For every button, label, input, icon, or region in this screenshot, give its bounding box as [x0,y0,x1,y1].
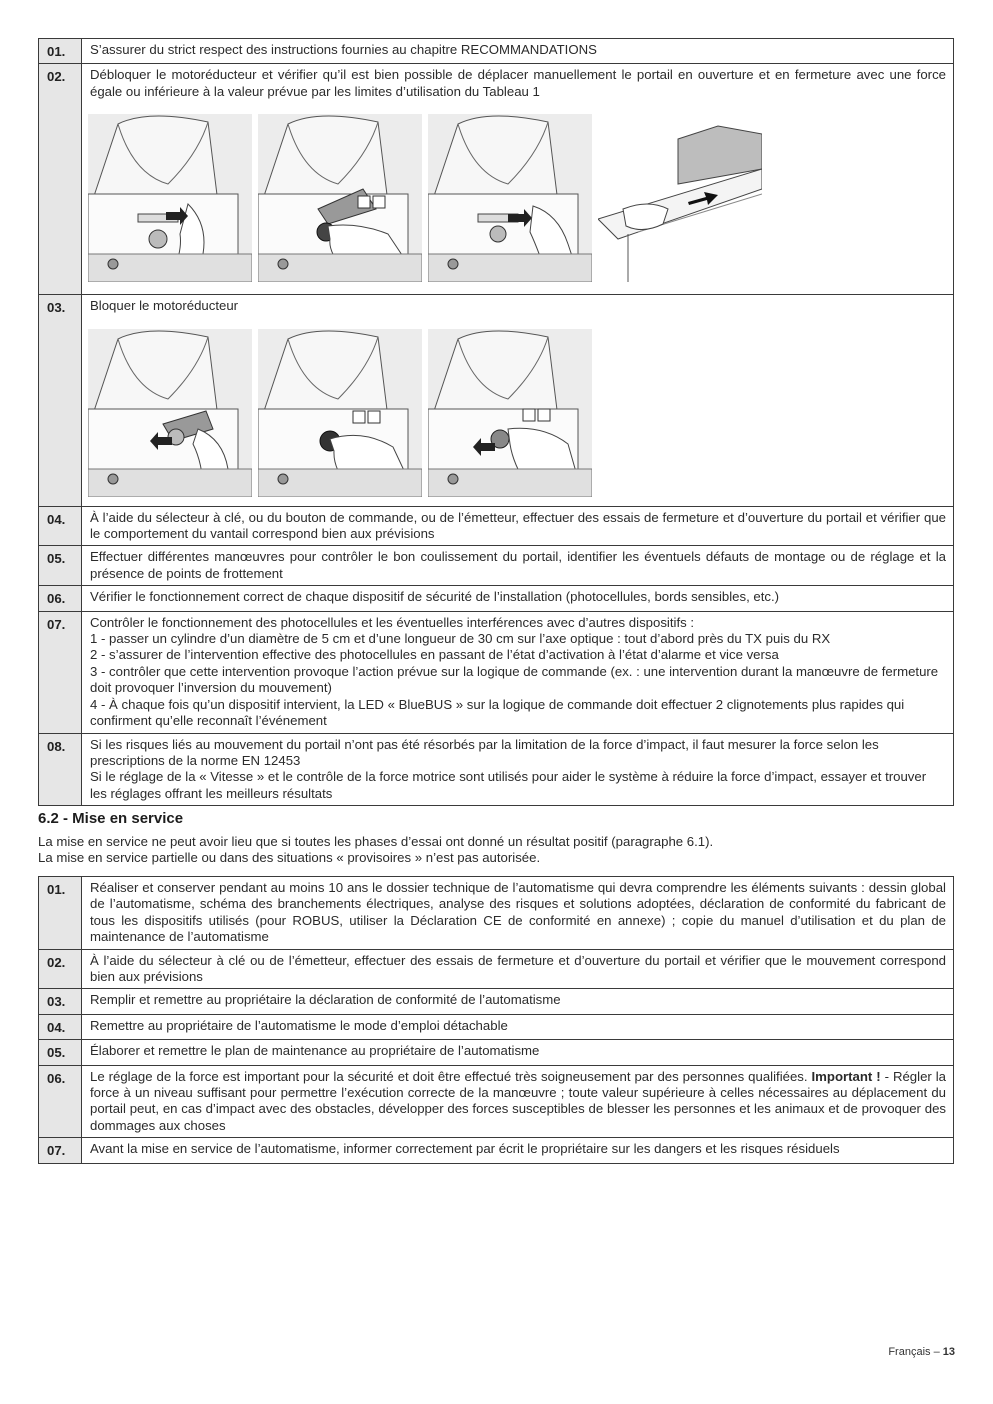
step-line: Si le réglage de la « Vitesse » et le contrôle de la force motrice sont utilisés pour aider le système à réduire la force d’impact, essayer et trouver les réglages offrant les meilleurs résultats [90,769,927,801]
step-number: 05. [39,1040,82,1065]
step-text: Réaliser et conserver pendant au moins 10 ans le dossier technique de l’automatisme qui devra comprendre les éléments suivants : dessin global de l’automatisme, schéma des branchements électriques, analyse des risques et solutions adoptées, déclaration de conformité du fabricant de tous les dispositifs utilisés (pour ROBUS, utiliser la Déclaration CE de conformité en annexe) ; copie du manuel d’utilisation et du plan de maintenance de l’automatisme [82,877,954,950]
lock-illustration-1 [88,329,252,497]
step-number: 04. [39,506,82,546]
intro-line: La mise en service ne peut avoir lieu que si toutes les phases d’essai ont donné un résultat positif (paragraphe 6.1). [38,834,714,849]
table-row [39,949,954,989]
manual-gate-push-illustration [598,114,762,282]
step-number: 01. [39,877,82,950]
page-number: 13 [942,1346,955,1358]
step-text: Remettre au propriétaire de l’automatisme le mode d’emploi détachable [82,1014,954,1039]
table-row [39,733,954,806]
step-line: Vérifier le fonctionnement correct de chaque dispositif de sécurité de l’installation (photocellules, bords sensibles, etc.) [90,589,780,605]
lock-illustration-2 [258,329,422,497]
table-row [39,611,954,733]
step-text [82,586,954,611]
step-text [82,39,954,64]
footer-language: Français – [888,1346,940,1358]
verification-steps-table [38,38,954,806]
table-row [39,295,954,506]
step-text: Avant la mise en service de l’automatisme, informer correctement par écrit le propriétaire sur les dangers et les risques résiduels [82,1138,954,1163]
step-number: 02. [39,64,82,295]
step-line: 2 - s’assurer de l’intervention effective des photocellules en passant de l’état d’activation à l’état d’alarme et vice versa [90,647,779,663]
step-number: 07. [39,611,82,733]
step-number: 02. [39,949,82,989]
step-text-part: - Régler la force à un niveau suffisant pour permettre l’exécution correcte de la manœuvre ; toute valeur supérieure à celles nécessaires au déplacement du portail peut, en cas d’impact avec des obstacles, développer des forces susceptibles de blesser les personnes et les animaux et de provoquer des dommages aux choses [90,1068,946,1133]
step-text: Remplir et remettre au propriétaire la déclaration de conformité de l’automatisme [82,989,954,1014]
page-footer [888,1344,955,1360]
table-row [39,877,954,950]
table-row [39,546,954,586]
step-line: Bloquer le motoréducteur [90,298,239,314]
step-text [82,64,954,295]
step-text [82,546,954,586]
step-line: Si les risques liés au mouvement du portail n’ont pas été résorbés par la limitation de la force d’impact, il faut mesurer la force selon les prescriptions de la norme EN 12453 [90,736,879,768]
step-line: S’assurer du strict respect des instructions fournies au chapitre RECOMMANDATIONS [90,42,597,57]
step-text [82,506,954,546]
step-text [82,611,954,733]
unlock-illustration-1 [88,114,252,282]
table-row [39,586,954,611]
step-number: 03. [39,295,82,506]
release-illustrations [88,114,946,282]
commissioning-steps-table [38,876,954,1164]
step-number: 07. [39,1138,82,1163]
table-row [39,506,954,546]
table-row [39,1040,954,1065]
table-row [39,39,954,64]
section-intro [38,834,938,867]
step-text: Élaborer et remettre le plan de maintenance au propriétaire de l’automatisme [82,1040,954,1065]
section-heading: 6.2 - Mise en service [38,810,184,827]
table-row [39,1065,954,1138]
step-number: 05. [39,546,82,586]
step-number: 06. [39,586,82,611]
step-text [82,295,954,506]
step-line: Contrôler le fonctionnement des photocellules et les éventuelles interférences avec d’autres dispositifs : [90,614,695,630]
step-text-part: Le réglage de la force est important pour la sécurité et doit être effectué très soigneusement par des personnes qualifiées. [90,1068,808,1084]
step-text: À l’aide du sélecteur à clé ou de l’émetteur, effectuer des essais de fermeture et d’ouverture du portail et vérifier que le mouvement correspond bien aux prévisions [82,949,954,989]
step-number: 06. [39,1065,82,1138]
table-row [39,64,954,295]
lock-illustrations [88,329,946,497]
intro-line: La mise en service partielle ou dans des situations « provisoires » n’est pas autorisée. [38,850,541,866]
table-row [39,1014,954,1039]
step-text [82,1065,954,1138]
step-line: 3 - contrôler que cette intervention provoque l’action prévue sur la logique de commande (ex. : une intervention durant la manœuvre de fermeture doit provoquer l’inversion du mouvement) [90,663,939,696]
unlock-illustration-2 [258,114,422,282]
step-number: 03. [39,989,82,1014]
step-line: 1 - passer un cylindre d’un diamètre de 5 cm et d’une longueur de 30 cm sur l’axe optique : tout d’abord près du TX puis du RX [90,631,831,647]
step-line: Effectuer différentes manœuvres pour contrôler le bon coulissement du portail, identifier les éventuels défauts de montage ou de réglage et la présence de points de frottement [90,549,946,581]
step-text [82,733,954,806]
important-label: Important ! [811,1068,881,1084]
step-number: 08. [39,733,82,806]
unlock-illustration-3 [428,114,592,282]
step-line: À l’aide du sélecteur à clé, ou du bouton de commande, ou de l’émetteur, effectuer des essais de fermeture et d’ouverture du portail et vérifier que le comportement du vantail correspond bien aux prévisions [90,509,946,542]
step-number: 04. [39,1014,82,1039]
lock-illustration-3 [428,329,592,497]
table-row [39,1138,954,1163]
step-line: Débloquer le motoréducteur et vérifier qu’il est bien possible de déplacer manuellement le portail en ouverture et en fermeture avec une force égale ou inférieure à la valeur prévue par les limites d’utilisation du Tableau 1 [90,67,946,99]
table-row [39,989,954,1014]
step-number: 01. [39,39,82,64]
step-line: 4 - À chaque fois qu’un dispositif intervient, la LED « BlueBUS » sur la logique de commande doit effectuer 2 clignotements plus rapides qui confirment qu’elle reconnaît l’événement [90,696,905,729]
